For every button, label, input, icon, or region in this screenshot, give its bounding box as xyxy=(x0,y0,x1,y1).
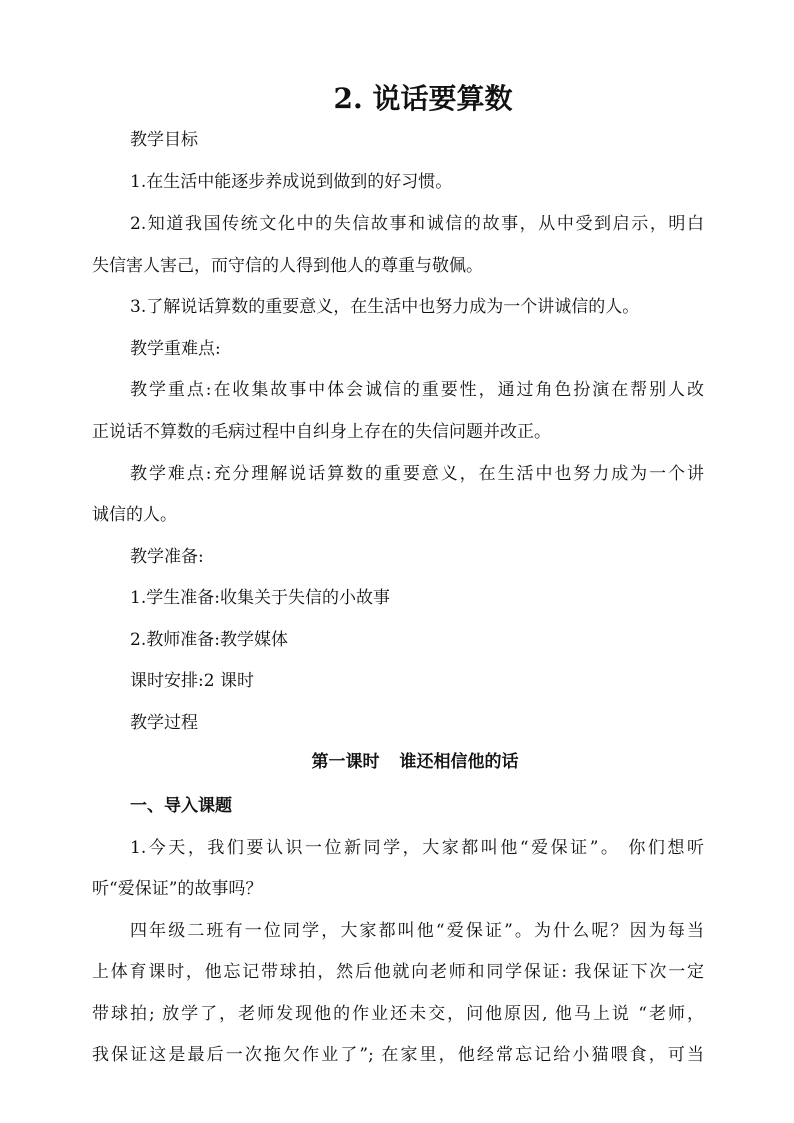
paragraph-line: 2.教师准备:教学媒体 xyxy=(130,630,288,650)
paragraph-line: 四年级二班有一位同学，大家都叫他“爱保证”。为什么呢？因为每当 xyxy=(130,921,704,941)
paragraph-line: 教学难点:充分理解说话算数的重要意义，在生活中也努力成为一个讲 xyxy=(130,464,704,484)
paragraph-line: 正说话不算数的毛病过程中自纠身上存在的失信问题并改正。 xyxy=(92,422,551,442)
paragraph-line: 教学重点:在收集故事中体会诚信的重要性，通过角色扮演在帮别人改 xyxy=(130,380,704,400)
page-title: 2. 说话要算数 xyxy=(333,82,513,115)
paragraph-line: 1.今天，我们要认识一位新同学，大家都叫他“爱保证”。 你们想听 xyxy=(130,838,704,858)
paragraph-line: 诚信的人。 xyxy=(92,505,177,525)
paragraph-line: 听“爱保证”的故事吗？ xyxy=(92,879,263,899)
paragraph-line: 失信害人害己，而守信的人得到他人的尊重与敬佩。 xyxy=(92,256,483,276)
lesson-title-part-a: 第一课时 xyxy=(311,752,380,772)
paragraph-line: 教学过程 xyxy=(130,713,198,733)
paragraph-line: 1.学生准备:收集关于失信的小故事 xyxy=(130,588,390,608)
paragraph-line: 1.在生活中能逐步养成说到做到的好习惯。 xyxy=(130,172,453,192)
paragraph-line: 我保证这是最后一次拖欠作业了”; 在家里，他经常忘记给小猫喂食，可当 xyxy=(92,1045,704,1065)
paragraph-line: 2.知道我国传统文化中的失信故事和诚信的故事，从中受到启示，明白 xyxy=(130,214,704,234)
paragraph-line: 上体育课时，他忘记带球拍，然后他就向老师和同学保证: 我保证下次一定 xyxy=(92,962,704,982)
paragraph-line: 教学重难点: xyxy=(130,339,221,359)
paragraph-line: 课时安排:2 课时 xyxy=(130,671,254,691)
paragraph-line: 教学目标 xyxy=(130,130,198,150)
paragraph-line: 带球拍; 放学了，老师发现他的作业还未交，问他原因, 他马上说 “老师， xyxy=(92,1004,704,1024)
paragraph-line: 3.了解说话算数的重要意义，在生活中也努力成为一个讲诚信的人。 xyxy=(130,297,640,317)
paragraph-line: 教学准备: xyxy=(130,547,204,567)
section-heading: 一、导入课题 xyxy=(130,796,232,816)
lesson-title-part-b: 谁还相信他的话 xyxy=(399,752,519,772)
lesson-title xyxy=(0,750,794,774)
